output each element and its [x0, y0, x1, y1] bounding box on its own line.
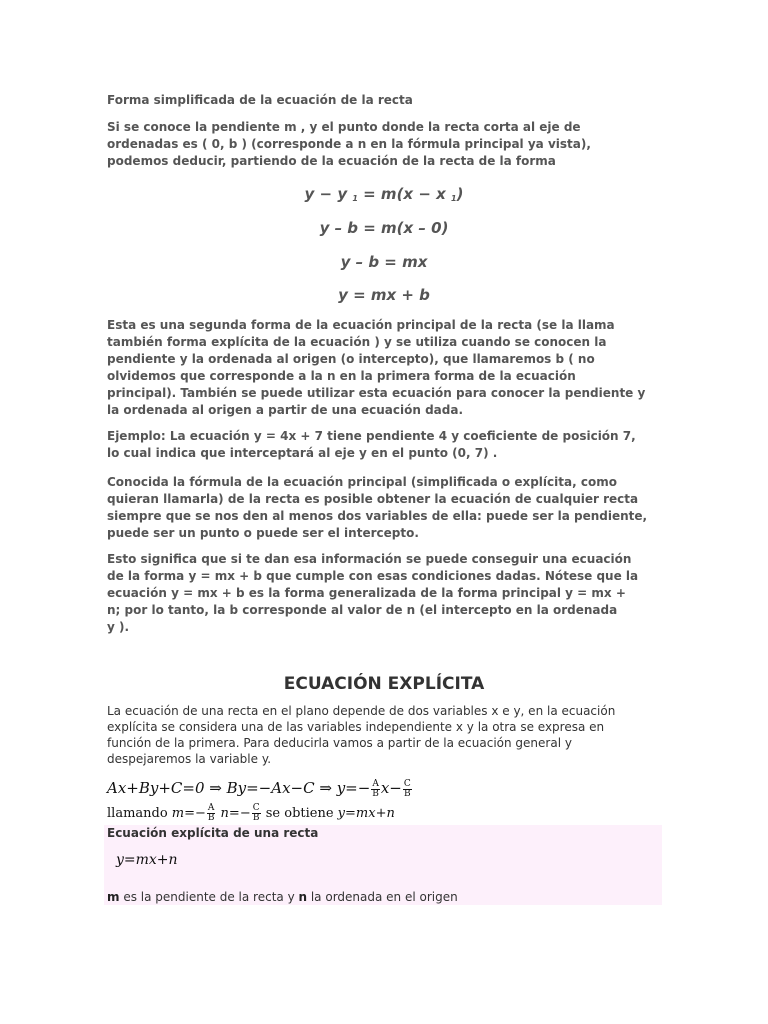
example-paragraph: Ejemplo: La ecuación y = 4x + 7 tiene pendiente 4 y coeficiente de posición 7, lo cual indica que interceptará al eje y en el punto (0, 7) . [107, 429, 636, 460]
explicit-equation-box [104, 825, 662, 905]
equation-point-slope: y − y $_1$ = m(x − x $_1$) [304, 185, 464, 203]
formula-paragraph: Conocida la fórmula de la ecuación principal (simplificada o explícita, como quieran llamarla) de la recta es posible obtener la ecuación de cualquier recta siempre que se nos den al menos dos variables de ella: puede ser la pendiente, puede ser un punto o puede ser el intercepto. [107, 475, 648, 540]
equation-slope-intercept: y = mx + b [338, 286, 430, 304]
box-title: Ecuación explícita de una recta [107, 826, 319, 840]
substitution-equation: llamando m=− $\frac{A}{B}$ n=− $\frac{C}{B}$ se obtiene y=mx+n [107, 803, 395, 823]
explicit-intro-paragraph: La ecuación de una recta en el plano depende de dos variables x e y, en la ecuación explícita se considera una de las variables independiente x y la otra se expresa en función de la primera. Para deducirla vamos a partir de la ecuación general y despejaremos la variable y. [107, 704, 616, 766]
box-description: m es la pendiente de la recta y n la ordenada en el origen [107, 890, 458, 904]
equation-step-3: y – b = mx [340, 253, 428, 271]
equation-step-2: y – b = m(x – 0) [319, 219, 449, 237]
section-title-explicit: ECUACIÓN EXPLÍCITA [283, 674, 485, 694]
section-heading: Forma simplificada de la ecuación de la recta [107, 93, 413, 107]
explanation-paragraph: Esta es una segunda forma de la ecuación principal de la recta (se la llama también forma explícita de la ecuación ) y se utiliza cuando se conocen la pendiente y la ordenada al origen (o intercepto), que llamaremos b ( no olvidemos que corresponde a la n en la primera forma de la ecuación principal). También se puede utilizar esta ecuación para conocer la pendiente y la ordenada al origen a partir de una ecuación dada. [107, 318, 646, 417]
box-equation: y=mx+n [116, 852, 178, 868]
conclusion-paragraph: Esto significa que si te dan esa información se puede conseguir una ecuación de la forma y = mx + b que cumple con esas condiciones dadas. Nótese que la ecuación y = mx + b es la forma generalizada de la forma principal y = mx + n; por lo tanto, la b corresponde al valor de n (el intercepto en la ordenada y ). [107, 552, 639, 634]
intro-paragraph: Si se conoce la pendiente m , y el punto donde la recta corta al eje de ordenadas es ( 0, b ) (corresponde a n en la fórmula principal ya vista), podemos deducir, partiendo de la ecuación de la recta de la forma [107, 120, 591, 168]
derivation-equation: Ax+By+C=0 ⇒ By=−Ax−C ⇒ y=− $\frac{A}{B}$ x− $\frac{C}{B}$ [107, 778, 411, 799]
